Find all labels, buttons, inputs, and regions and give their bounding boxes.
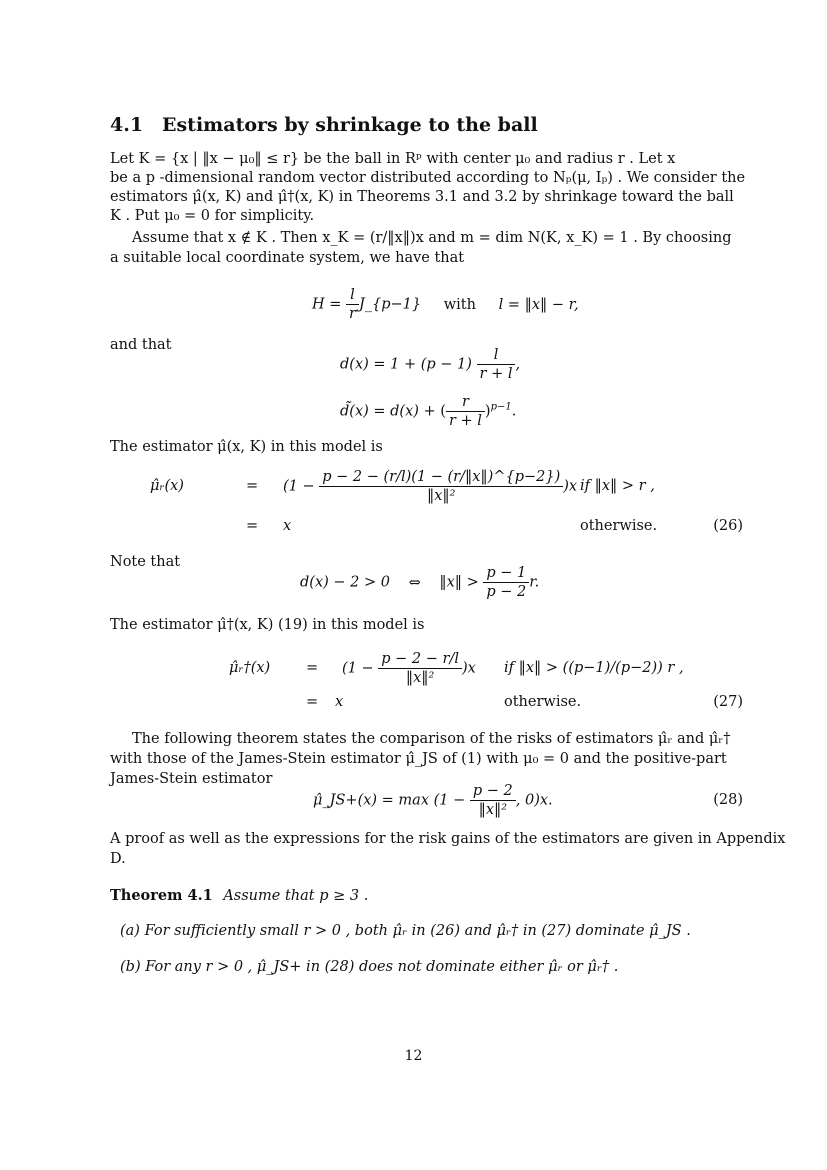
para1-line-2: be a p -dimensional random vector distributed according to Nₚ(μ, Iₚ) . We consider the (110, 170, 746, 186)
equation-d: d(x) = 1 + (p − 1) $\frac{l}{r + l}$ , (340, 347, 521, 382)
equation-28-number: (28) (713, 792, 743, 808)
para2-line-2: a suitable local coordinate system, we have that (110, 250, 465, 266)
note-that-text: Note that (110, 554, 181, 570)
para1-line-4: K . Put μ₀ = 0 for simplicity. (110, 208, 315, 224)
equation-28: μ̂_JS+(x) = max (1 − $\frac{p - 2}{\text{‖x‖²}}$ , 0)x. (313, 783, 553, 818)
equation-27-rhs: (1 − $\frac{p - 2 - r/l}{\text{‖x‖²}}$ )x (342, 651, 476, 686)
equation-26-rhs: (1 − $\frac{p - 2 - (r/l)(1 - (r/‖x‖)\^{}\{p-2\})}{\text{‖x‖²}}$ )x (283, 469, 578, 504)
equation-27-number: (27) (713, 694, 743, 710)
para3-line-3: James-Stein estimator (110, 771, 273, 787)
equation-27-lhs: μ̂ᵣ†(x) (229, 660, 271, 676)
estimator-intro: The estimator μ̂(x, K) in this model is (110, 439, 383, 455)
equation-26-lhs: μ̂ᵣ(x) (150, 478, 184, 494)
para1-line-3: estimators μ̂(x, K) and μ̂†(x, K) in Theorems 3.1 and 3.2 by shrinkage toward the ball (110, 189, 734, 205)
and-that-text: and that (110, 337, 172, 353)
equation-26-number: (26) (713, 518, 743, 534)
section-number: 4.1 (110, 114, 144, 136)
para3-line-2: with those of the James-Stein estimator μ̂_JS of (1) with μ₀ = 0 and the positive-part (110, 751, 727, 767)
para2-line-1: Assume that x ∉ K . Then x_K = (r/‖x‖)x and m = dim N(K, x_K) = 1 . By choosing (132, 230, 732, 246)
equation-note: d(x) − 2 > 0 ⇔ ‖x‖ > $\frac{p - 1}{p - 2}$ r. (300, 565, 540, 600)
equation-27-eqsign: = (306, 660, 319, 676)
equation-26-otherwise: otherwise. (580, 518, 658, 534)
equation-27-row2-eq: = (306, 694, 319, 710)
para3-line-1: The following theorem states the comparison of the risks of estimators μ̂ᵣ and μ̂ᵣ† (132, 731, 731, 747)
equation-H-fraction: $\frac{l}{r}$ (346, 286, 359, 323)
equation-26-condition: if ‖x‖ > r , (580, 478, 655, 494)
para4-line-2: D. (110, 851, 126, 867)
estimator-dagger-intro: The estimator μ̂†(x, K) (19) in this model is (110, 617, 425, 633)
theorem-assumption: Assume that p ≥ 3 . (223, 888, 369, 904)
equation-d-tilde: d̃(x) = d(x) + ( $\frac{r}{r + l}$ )$^{p-1}$. (340, 394, 517, 429)
equation-26-row2-value: x (283, 518, 292, 534)
para4-line-1: A proof as well as the expressions for the risk gains of the estimators are given in Appendix (110, 831, 786, 847)
theorem-title: Theorem 4.1 (110, 887, 213, 904)
equation-26-eqsign: = (246, 478, 259, 494)
equation-H: H = $\frac{l}{r}$ J_{p−1} with l = ‖x‖ − r, (312, 287, 579, 322)
para1-line-1: Let K = {x | ‖x − μ₀‖ ≤ r} be the ball in Rᵖ with center μ₀ and radius r . Let x (110, 151, 676, 167)
equation-27-row2-value: x (335, 694, 344, 710)
theorem-header (110, 887, 368, 905)
equation-27-otherwise: otherwise. (504, 694, 582, 710)
theorem-item-b: (b) For any r > 0 , μ̂_JS+ in (28) does not dominate either μ̂ᵣ or μ̂ᵣ† . (120, 959, 619, 975)
section-title: Estimators by shrinkage to the ball (162, 114, 538, 136)
equation-27-condition: if ‖x‖ > ((p−1)/(p−2)) r , (504, 660, 684, 676)
section-heading (110, 114, 538, 136)
equation-26-row2-eq: = (246, 518, 259, 534)
theorem-item-a: (a) For sufficiently small r > 0 , both μ̂ᵣ in (26) and μ̂ᵣ† in (27) dominate μ̂_JS . (120, 923, 691, 939)
page-number: 12 (404, 1048, 423, 1064)
